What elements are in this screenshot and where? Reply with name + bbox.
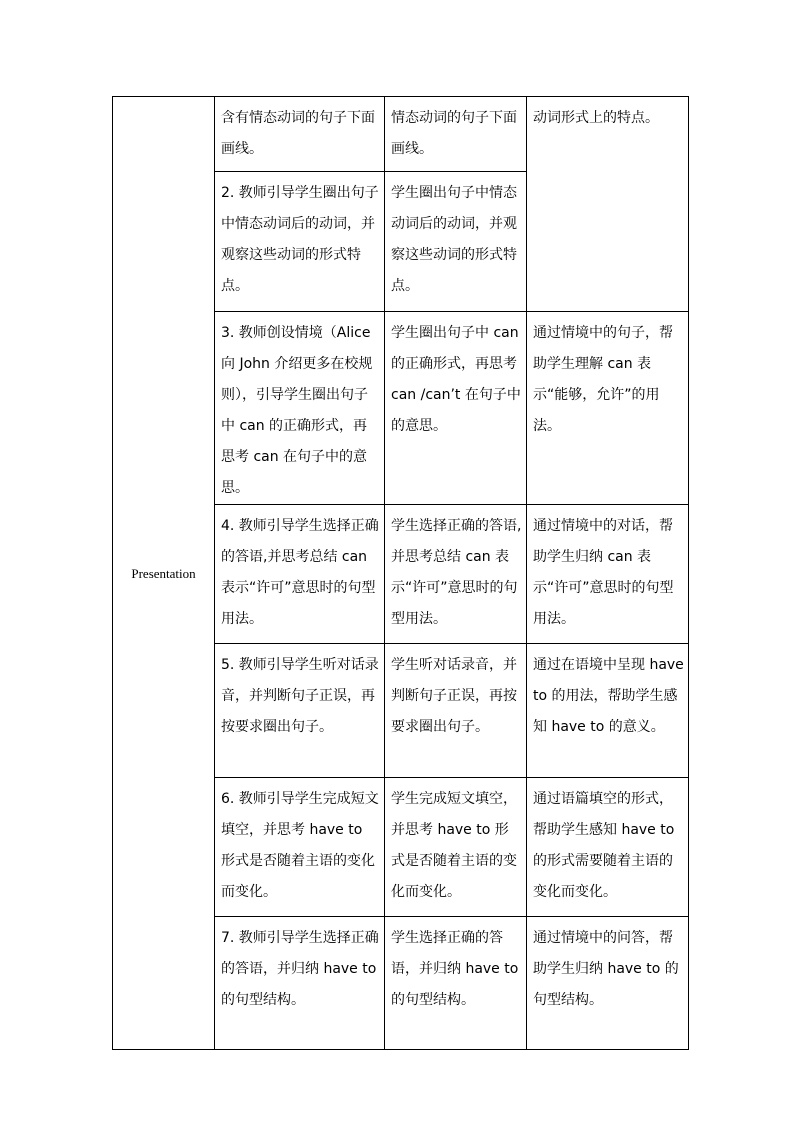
student-activity-cell: 学生选择正确的答语,并思考总结 can 表示“许可”意思时的句型用法。 (385, 505, 527, 644)
purpose-cell: 动词形式上的特点。 (527, 97, 689, 312)
stage-cell: Presentation (113, 97, 215, 1050)
teacher-activity-cell: 5. 教师引导学生听对话录音，并判断句子正误，再按要求圈出句子。 (215, 644, 385, 778)
purpose-cell: 通过情境中的问答，帮助学生归纳 have to 的句型结构。 (527, 917, 689, 1050)
teacher-activity-cell: 4. 教师引导学生选择正确的答语,并思考总结 can表示“许可”意思时的句型用法。 (215, 505, 385, 644)
student-activity-cell: 学生圈出句子中 can 的正确形式，再思考can /can’t 在句子中的意思。 (385, 312, 527, 505)
student-activity-cell: 学生选择正确的答语，并归纳 have to 的句型结构。 (385, 917, 527, 1050)
teacher-activity-cell: 6. 教师引导学生完成短文填空，并思考 have to 形式是否随着主语的变化而变化。 (215, 778, 385, 917)
purpose-cell: 通过在语境中呈现 have to 的用法，帮助学生感知 have to 的意义。 (527, 644, 689, 778)
teacher-activity-cell: 2. 教师引导学生圈出句子中情态动词后的动词，并观察这些动词的形式特点。 (215, 172, 385, 312)
student-activity-cell: 情态动词的句子下面画线。 (385, 97, 527, 172)
teacher-activity-cell: 7. 教师引导学生选择正确的答语，并归纳 have to 的句型结构。 (215, 917, 385, 1050)
teacher-activity-cell: 含有情态动词的句子下面画线。 (215, 97, 385, 172)
purpose-cell: 通过情境中的句子，帮助学生理解 can 表示“能够，允许”的用法。 (527, 312, 689, 505)
teacher-activity-cell: 3. 教师创设情境（Alice向 John 介绍更多在校规则），引导学生圈出句子中 can 的正确形式，再思考 can 在句子中的意思。 (215, 312, 385, 505)
lesson-plan-table (112, 96, 689, 1050)
student-activity-cell: 学生听对话录音，并判断句子正误，再按要求圈出句子。 (385, 644, 527, 778)
table-row (113, 97, 689, 172)
student-activity-cell: 学生圈出句子中情态动词后的动词，并观察这些动词的形式特点。 (385, 172, 527, 312)
purpose-cell: 通过语篇填空的形式，帮助学生感知 have to 的形式需要随着主语的变化而变化。 (527, 778, 689, 917)
purpose-cell: 通过情境中的对话，帮助学生归纳 can 表示“许可”意思时的句型用法。 (527, 505, 689, 644)
student-activity-cell: 学生完成短文填空，并思考 have to 形式是否随着主语的变化而变化。 (385, 778, 527, 917)
